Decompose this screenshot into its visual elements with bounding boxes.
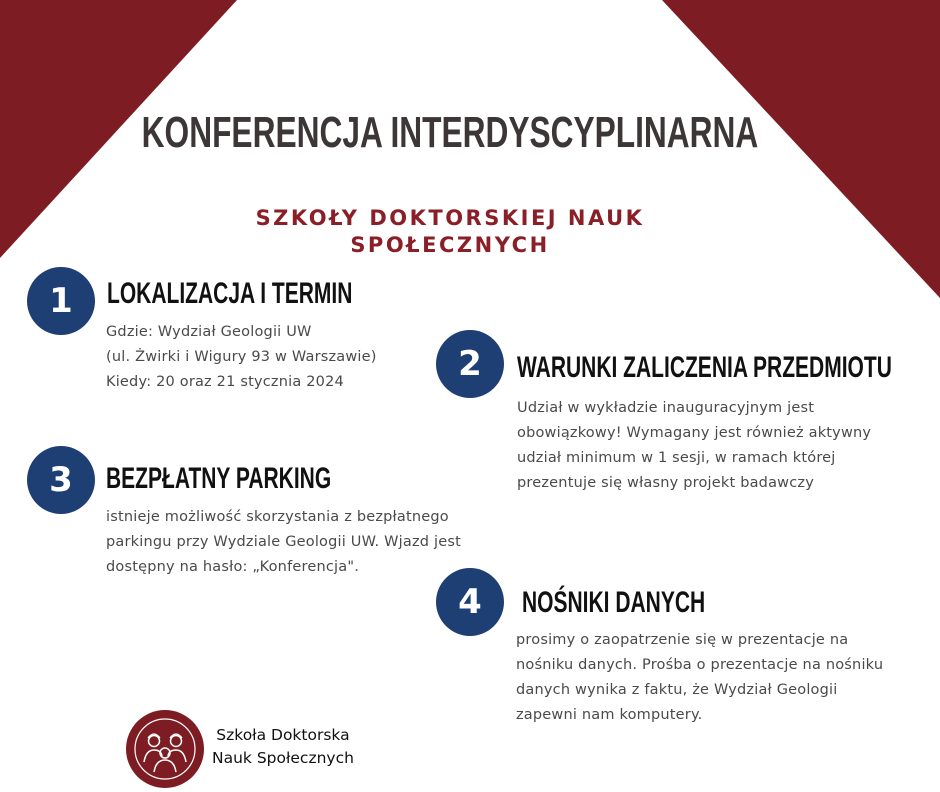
section-1-line: Gdzie: Wydział Geologii UW [106, 324, 312, 340]
logo-badge [126, 710, 204, 788]
logo-text [212, 724, 354, 770]
section-4-number-badge: 4 [436, 568, 504, 636]
section-3-line: parkingu przy Wydziale Geologii UW. Wjazd jest [106, 534, 461, 550]
section-4-body [516, 628, 883, 728]
section-1-heading: LOKALIZACJA I TERMIN [107, 277, 353, 310]
section-3-number-badge: 3 [27, 446, 95, 514]
page-subtitle: SZKOŁY DOKTORSKIEJ NAUK SPOŁECZNYCH [255, 206, 645, 257]
section-4-line: prosimy o zaopatrzenie się w prezentacje na [516, 632, 849, 648]
section-1-line: Kiedy: 20 oraz 21 stycznia 2024 [106, 374, 344, 390]
section-2-line: obowiązkowy! Wymagany jest również aktywny [517, 425, 872, 441]
section-2-line: Udział w wykładzie inauguracyjnym jest [517, 400, 815, 416]
section-4-line: zapewni nam komputery. [516, 707, 703, 723]
section-2-line: prezentuje się własny projekt badawczy [517, 475, 814, 491]
section-2-number-badge: 2 [436, 330, 504, 398]
section-3-heading: BEZPŁATNY PARKING [106, 462, 332, 495]
people-icon [126, 710, 204, 788]
logo-line-2: Nauk Społecznych [212, 749, 354, 767]
section-4-heading: NOŚNIKI DANYCH [522, 586, 706, 619]
logo-line-1: Szkoła Doktorska [216, 726, 350, 744]
page-title: KONFERENCJA INTERDYSCYPLINARNA [141, 108, 759, 157]
section-3-body [106, 505, 461, 580]
section-2-heading: WARUNKI ZALICZENIA PRZEDMIOTU [517, 351, 892, 384]
section-2-body [517, 396, 871, 496]
section-4-line: danych wynika z faktu, że Wydział Geologii [516, 682, 838, 698]
section-1-line: (ul. Żwirki i Wigury 93 w Warszawie) [106, 349, 377, 365]
section-4-line: nośniku danych. Prośba o prezentacje na nośniku [516, 657, 884, 673]
section-3-line: dostępny na hasło: „Konferencja". [106, 559, 360, 575]
section-1-body [106, 320, 377, 395]
section-2-line: udział minimum w 1 sesji, w ramach której [517, 450, 836, 466]
section-3-line: istnieje możliwość skorzystania z bezpłatnego [106, 509, 449, 525]
section-1-number-badge: 1 [27, 267, 95, 335]
